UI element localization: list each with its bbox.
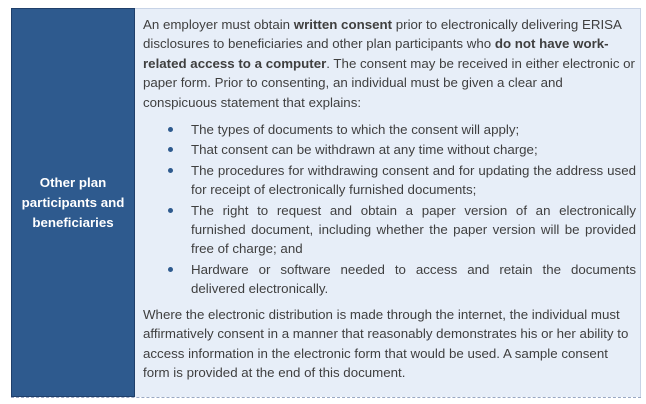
intro-bold-1: written consent	[293, 17, 393, 32]
disclosure-table	[11, 8, 641, 398]
bullet-icon	[168, 147, 173, 152]
row-header-cell	[11, 8, 135, 397]
list-item-text: The right to request and obtain a paper version of an electronically furnished document, including whether the paper version will be provided free of charge; and	[191, 202, 636, 257]
list-item	[191, 140, 636, 159]
list-item-text: That consent can be withdrawn at any time without charge;	[191, 142, 538, 158]
list-item-text: Hardware or software needed to access and retain the documents delivered electronically.	[191, 261, 636, 297]
intro-text-2: prior to electronically delivering ERISA disclosures to beneficiaries and other plan participants who	[143, 17, 622, 52]
list-item	[191, 161, 636, 200]
row-header-label: Other plan participants and beneficiaries	[21, 174, 125, 230]
bullet-icon	[168, 127, 173, 132]
bullet-icon	[168, 168, 173, 173]
row-content-cell	[135, 8, 641, 397]
list-item-text: The procedures for withdrawing consent and for updating the address used for receipt of electronically furnished documents;	[191, 162, 636, 198]
list-item	[191, 201, 636, 259]
list-item	[191, 260, 636, 299]
list-item	[191, 120, 636, 139]
bullet-icon	[168, 208, 173, 213]
bullet-icon	[168, 267, 173, 272]
closing-paragraph: Where the electronic distribution is made through the internet, the individual must affirmatively consent in a manner that reasonably demonstrates his or her ability to access information in the electronic form that would be used. A sample consent form is provided at the end of this document.	[143, 306, 629, 380]
list-item-text: The types of documents to which the consent will apply;	[191, 122, 520, 138]
requirements-list	[143, 120, 636, 299]
intro-paragraph	[143, 15, 636, 112]
intro-bold-2: do not have work-related access to a computer	[143, 36, 609, 71]
intro-text-3: . The consent may be received in either electronic or paper form. Prior to consenting, an individual must be given a clear and conspicuous statement that explains:	[143, 55, 635, 110]
intro-text-1: An employer must obtain	[143, 17, 294, 32]
